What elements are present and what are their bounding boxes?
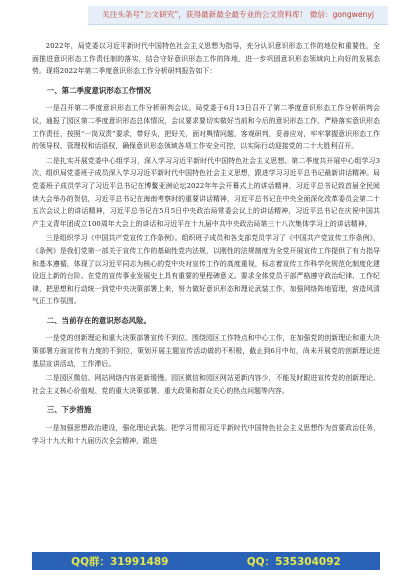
section-heading-next-steps: 三、下步措施 <box>46 405 92 415</box>
promo-banner: 关注头条号“公文研究”，获得最新最全最专业的公文资料库！ 微信：gongwenyj <box>88 6 388 25</box>
intro-paragraph: 2022年，局党委以习近平新时代中国特色社会主义思想为指导，充分认识意识形态工作的地位和重要性，全面推进意识形态工作责任制的落实，结合守好意识形态工作的阵地，进一步巩固意识形态领域向上向好的发展态势。现将2022年第二季度意识形态工作分析研判报告如下： <box>32 42 380 76</box>
section-heading-work-status: 一、第二季度意识形态工作情况 <box>46 85 151 95</box>
section-heading-risks: 二、当前存在的意识形态风险。 <box>46 315 151 325</box>
paragraph-center-group-study: 二是扎实开展党委中心组学习，深入学习习近平新时代中国特色社会主义思想。第二季度共开展中心组学习3次，组织局党委班子成员深入学习习近平新时代中国特色社会主义思想，跟进学习习近平总书记最新讲话精神。局党委班子成员学习了习近平总书记在博鳌亚洲论坛2022年年会开幕式上的讲话精神，习近平总书记致首届全民阅读大会举办的贺信，习近平总书记在海南考察时的重要讲话精神，习近平总书记在中央全面深化改革委员会第二十五次会议上的讲话精神，习近平总书记在5月5日中央政治局常委会议上的讲话精神，习近平总书记在庆祝中国共产主义青年团成立100周年大会上的讲话和习近平在十九届中共中央政治局第三十八次集体学习上的讲话精神。 <box>32 156 380 228</box>
paragraph-next-step-1: 一是加强思想政治建设，强化理论武装。把学习贯彻习近平新时代中国特色社会主义思想作为首要政治任务，学习十九大和十九届历次全会精神，跟进 <box>32 424 380 445</box>
paragraph-analysis-meeting: 一是召开第二季度意识形态工作分析研判会议。局党委于6月13日召开了第二季度意识形态工作分析研判会议，通报了园区第二季度意识形态总体情况，会议要求要切实做好当前和今后的意识形态工作，严格落实意识形态工作责任，按照“一岗双责”要求，带好头，把好关，面对舆情问题，客观研判，妥善应对，牢牢掌握意识形态工作的领导权、管理权和话语权，确保意识形态领域各项工作安全可控，以实际行动迎接党的二十大胜利召开。 <box>32 104 380 151</box>
qq-contact-label: QQ：535304092 <box>246 555 341 568</box>
paragraph-risk-publicity: 一是党的创新理论和重大决策部署宣传不到位。围绕园区工作特点和中心工作，在加强党的创新理论和重大决策部署方面宣传有力度的不到位，策划开展主题宣传活动做的不积极，截止到6月中旬，尚未开展党的创新理论进基层宣讲活动，工作滞后。 <box>32 334 380 368</box>
document-body <box>32 40 380 449</box>
qq-group-label: QQ群：31991489 <box>71 555 169 568</box>
footer-contact-bar <box>32 552 380 570</box>
paragraph-regulation-study: 三是组织学习《中国共产党宣传工作条例》。组织班子成员和各支部党员学习了《中国共产党宣传工作条例》，《条例》是我们党第一部关于宣传工作的基础性党内法规，以刚性的法规制度为全党开展宣传工作提供了有力指导和基本遵循，体现了以习近平同志为核心的党中央对宣传工作的高度重视，标志着宣传工作科学化规范化制度化建设迈上新的台阶。在党的宣传事业发展史上具有重要的里程碑意义。要求全体党员干部严格遵守政治纪律、工作纪律，把思想和行动统一到党中央决策部署上来，努力做好意识形态和理论武装工作，加强网络阵地管理，营造风清气正工作氛围。 <box>32 234 380 306</box>
paragraph-risk-network: 二是园区微信、网站网络内容更新缓慢。园区微信和园区网站更新内容少，不能及时跟进宣传党的创新理论、社会主义核心价值观、党的重大决策部署、重大政策和群众关心的热点问题等内容。 <box>32 374 380 395</box>
